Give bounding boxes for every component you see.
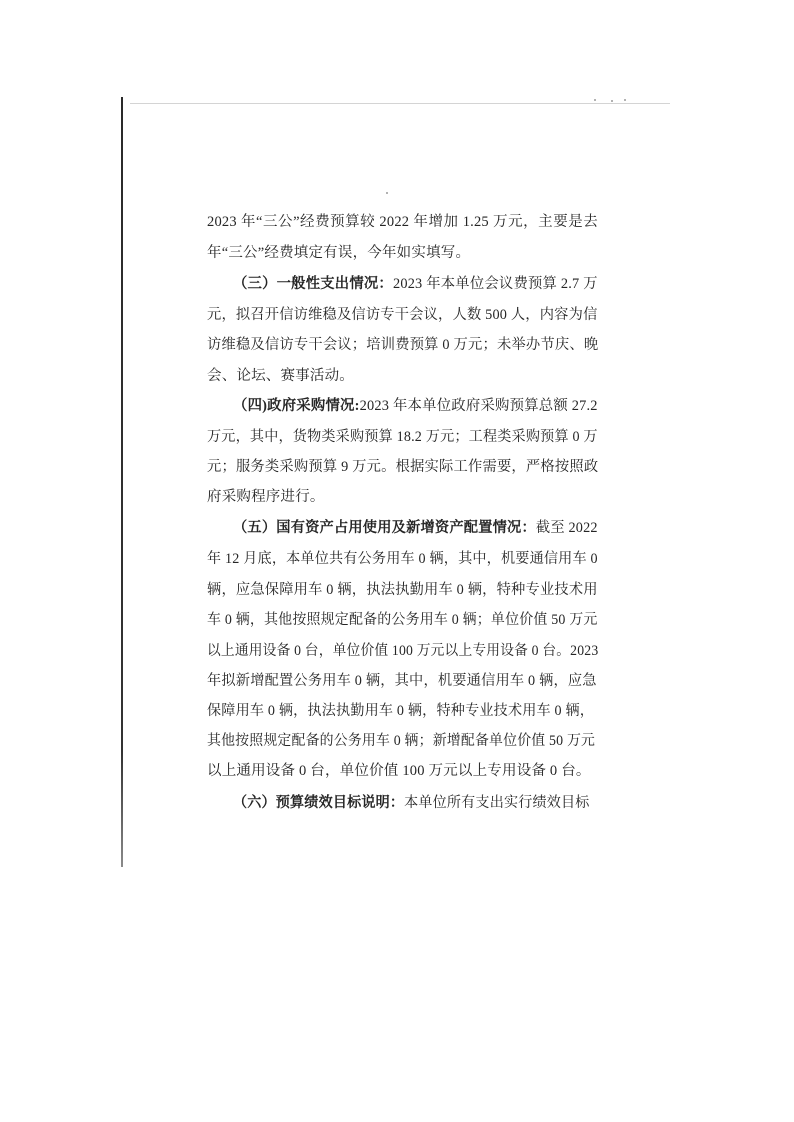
body-line: 万元，其中，货物类采购预算 18.2 万元；工程类采购预算 0 万 (207, 429, 598, 445)
body-line: 访维稳及信访专干会议；培训费预算 0 万元；未举办节庆、晚 (207, 337, 599, 353)
section-lead-text: 2023 年本单位政府采购预算总额 27.2 (359, 398, 598, 414)
section-heading: （五）国有资产占用使用及新增资产配置情况： (233, 520, 536, 536)
scan-speck (386, 192, 388, 194)
section-heading: （三）一般性支出情况： (233, 276, 393, 292)
section-4-first-line (233, 395, 598, 417)
body-line: 年拟新增配置公务用车 0 辆，其中，机要通信用车 0 辆，应急 (207, 673, 597, 689)
body-line: 府采购程序进行。 (207, 489, 325, 505)
header-rule (130, 103, 670, 104)
body-line: 辆，应急保障用车 0 辆，执法执勤用车 0 辆，特种专业技术用 (207, 582, 598, 598)
body-line: 元；服务类采购预算 9 万元。根据实际工作需要，严格按照政 (207, 459, 599, 475)
section-lead-text: 本单位所有支出实行绩效目标 (404, 795, 590, 811)
body-line: 保障用车 0 辆，执法执勤用车 0 辆，特种专业技术用车 0 辆， (207, 703, 595, 719)
section-lead-text: 2023 年本单位会议费预算 2.7 万 (392, 276, 598, 292)
scan-speck (594, 99, 596, 101)
body-line: 年 12 月底，本单位共有公务用车 0 辆，其中，机要通信用车 0 (207, 551, 598, 567)
body-line: 其他按照规定配备的公务用车 0 辆；新增配备单位价值 50 万元 (207, 733, 596, 749)
section-heading: （六）预算绩效目标说明： (233, 795, 405, 811)
body-line: 会、论坛、赛事活动。 (207, 368, 354, 384)
body-line: 以上通用设备 0 台，单位价值 100 万元以上专用设备 0 台。2023 (207, 643, 599, 659)
body-line: 年“三公”经费填定有误，今年如实填写。 (207, 245, 471, 261)
body-line: 车 0 辆，其他按照规定配备的公务用车 0 辆；单位价值 50 万元 (207, 612, 598, 628)
scan-speck (624, 99, 626, 101)
section-lead-text: 截至 2022 (535, 520, 598, 536)
scan-edge-line (121, 97, 123, 867)
scan-speck (611, 100, 613, 102)
body-line: 元，拟召开信访维稳及信访专干会议，人数 500 人，内容为信 (207, 307, 598, 323)
section-5-first-line (233, 517, 598, 539)
body-line: 以上通用设备 0 台，单位价值 100 万元以上专用设备 0 台。 (207, 763, 591, 779)
section-3-first-line (233, 273, 598, 295)
section-heading: （四)政府采购情况: (233, 398, 360, 414)
section-6-first-line (233, 792, 590, 814)
body-line: 2023 年“三公”经费预算较 2022 年增加 1.25 万元，主要是去 (207, 214, 598, 230)
